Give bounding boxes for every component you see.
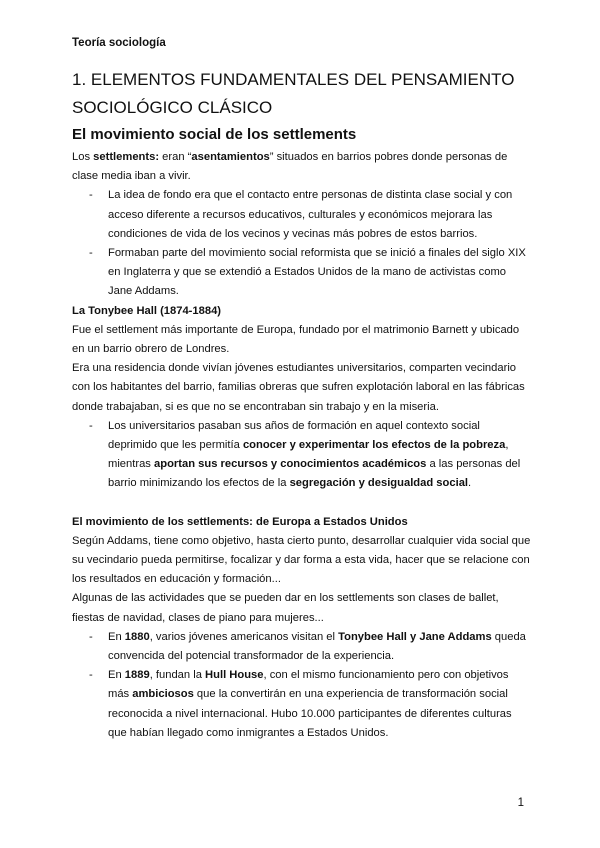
list-item: - La idea de fondo era que el contacto entre personas de distinta clase social y con acceso diferente a recursos educativos, culturales y económicos mejorara las condiciones de vida de los vecinos y vecinas más pobres de estos barrios. xyxy=(72,186,532,244)
spacer xyxy=(72,494,532,513)
page-number: 1 xyxy=(517,797,524,809)
list-item: - En 1889, fundan la Hull House, con el mismo funcionamiento pero con objetivos más ambiciosos que la convertirán en una experiencia de transformación social reconocida a nivel internacional. Hubo 10.000 participantes de diferentes culturas que habían llegado como inmigrantes a Estados Unidos. xyxy=(72,666,532,743)
toynbee-paragraph-1: Fue el settlement más importante de Europa, fundado por el matrimonio Barnett y ubicado en un barrio obrero de Londres. xyxy=(72,323,520,356)
toynbee-paragraph-2: Era una residencia donde vivían jóvenes estudiantes universitarios, comparten vecindario con los habitantes del barrio, familias obreras que sufren explotación laboral en las fábricas donde trabajaban, si es que no se encontraban sin trabajo y en la miseria. xyxy=(72,362,525,413)
running-header: Teoría sociología xyxy=(72,37,166,49)
list-item: - En 1880, varios jóvenes americanos visitan el Tonybee Hall y Jane Addams queda convencida del potencial transformador de la experiencia. xyxy=(72,628,532,666)
movement-paragraph-1: Según Addams, tiene como objetivo, hasta cierto punto, desarrollar cualquier vida social que su vecindario pueda permitirse, focalizar y dar forma a esta vida, hacer que se relacione con los resultados en educación y formación... xyxy=(72,534,531,586)
movement-paragraph-2: Algunas de las actividades que se pueden dar en los settlements son clases de ballet, fiestas de navidad, clases de piano para mujeres... xyxy=(72,592,499,624)
movement-title: El movimiento de los settlements: de Europa a Estados Unidos xyxy=(72,515,408,528)
list-item: - Los universitarios pasaban sus años de formación en aquel contexto social deprimido que les permitía conocer y experimentar los efectos de la pobreza, mientras aportan sus recursos y conocimientos académicos a las personas del barrio minimizando los efectos de la segregación y desigualdad social. xyxy=(72,417,532,494)
settlements-list xyxy=(72,186,532,301)
toynbee-list xyxy=(72,417,532,494)
movement-list xyxy=(72,628,532,743)
document-body xyxy=(72,66,532,743)
main-heading: 1. ELEMENTOS FUNDAMENTALES DEL PENSAMIENTO SOCIOLÓGICO CLÁSICO xyxy=(72,70,515,117)
section-heading: El movimiento social de los settlements xyxy=(72,126,357,143)
intro-paragraph: Los settlements: eran “asentamientos” situados en barrios pobres donde personas de clase media iban a vivir. xyxy=(72,151,508,183)
list-item: - Formaban parte del movimiento social reformista que se inició a finales del siglo XIX en Inglaterra y que se extendió a Estados Unidos de la mano de activistas como Jane Addams. xyxy=(72,244,532,302)
toynbee-title: La Tonybee Hall (1874-1884) xyxy=(72,304,222,317)
